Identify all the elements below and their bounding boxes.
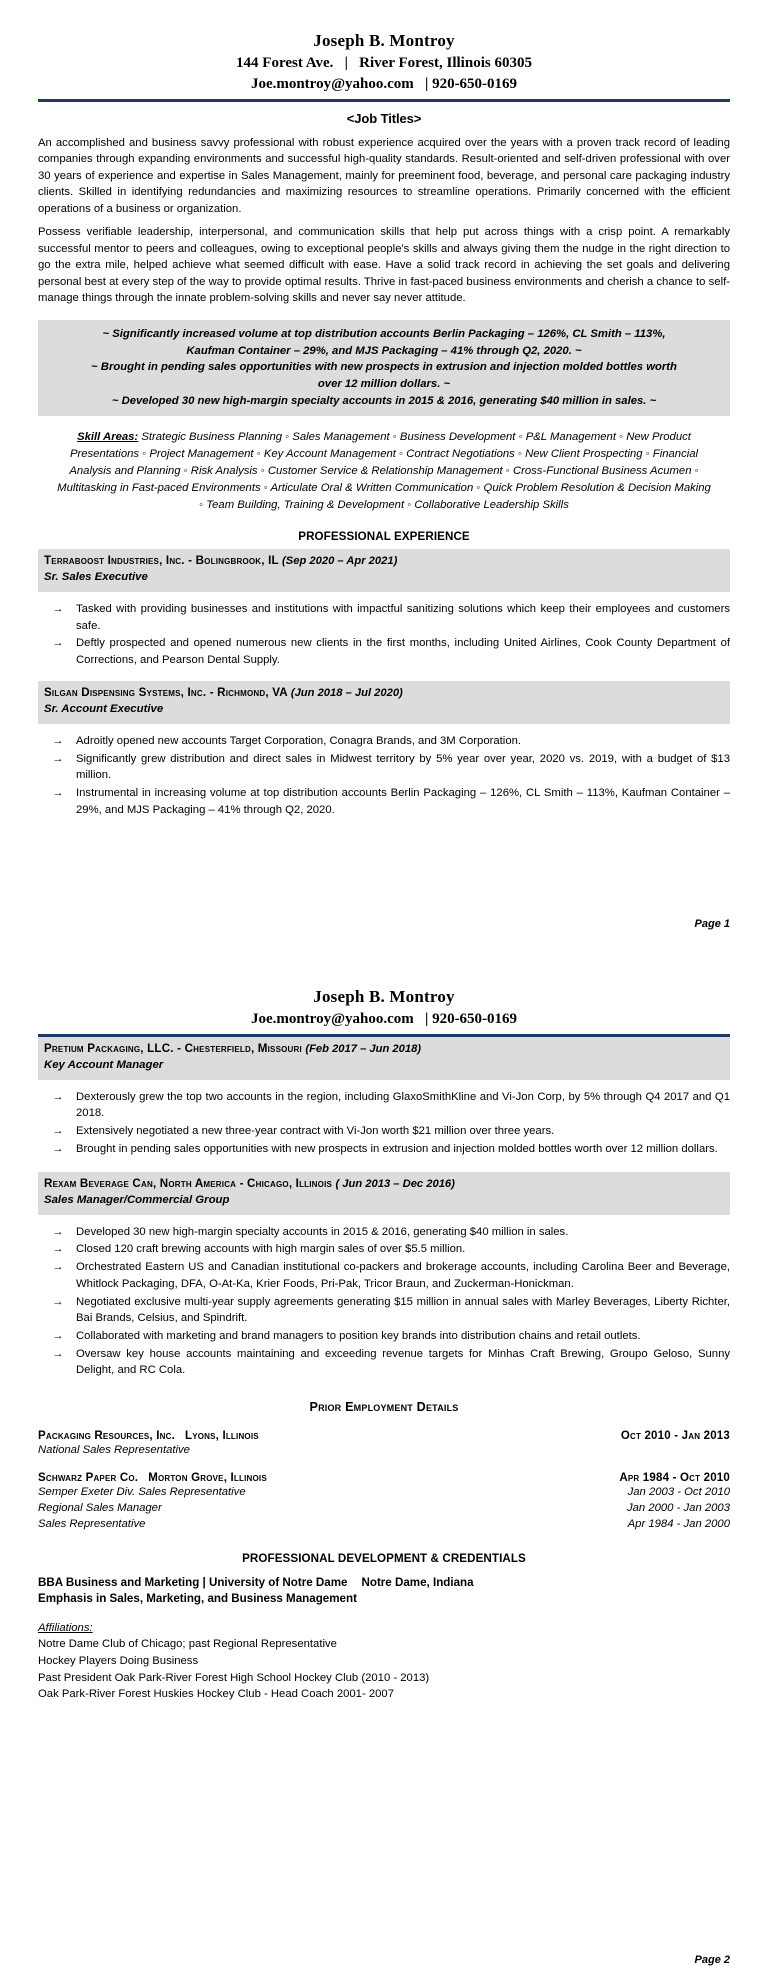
education-degree: BBA Business and Marketing | University of Notre Dame <box>38 1575 348 1589</box>
prior-role-title: Regional Sales Manager <box>38 1501 162 1514</box>
prior-role-dates: Jan 2003 - Oct 2010 <box>627 1485 730 1498</box>
summary-paragraph-2: Possess verifiable leadership, interpersonal, and communication skills that help put across things with a crisp point. A remarkably successful mentor to peers and colleagues, owing to exceptional people's skills and always giving them the nudge in the right direction to go the extra mile, helped achieve what seemed difficult with ease. Have a solid track record in achieving the set goals and delivering personal best at every step of the way to provide optimal results. Thrive in fast-paced business environments and cherish a chance to self-manage things through the innate problem-solving skills and never say never attitude. <box>38 226 730 305</box>
job-bullets-0 <box>38 601 730 668</box>
job-entry-header-3 <box>38 1172 730 1215</box>
education-block <box>38 1575 730 1609</box>
candidate-contact: Joe.montroy@yahoo.com | 920-650-0169 <box>250 75 518 92</box>
bullet-text: Significantly grew distribution and direct sales in Midwest territory by 5% year over year, 2020 vs. 2019, with a budget of $13 million. <box>76 753 730 782</box>
prior-employment-header-0 <box>38 1430 730 1442</box>
list-item: Hockey Players Doing Business <box>38 1654 199 1667</box>
prior-company-dates-0: Oct 2010 - Jan 2013 <box>620 1430 730 1443</box>
prior-company-name-0: Packaging Resources, Inc. <box>38 1430 175 1443</box>
job-company-0 <box>44 553 724 569</box>
bullet-text: Tasked with providing businesses and institutions with impactful sanitizing solutions which keep their employees and customers safe. <box>76 603 730 632</box>
job-entry-header-0 <box>38 549 730 592</box>
bullet-text: Collaborated with marketing and brand managers to position key brands into distribution chains and retail outlets. <box>76 1329 641 1342</box>
arrow-icon: → <box>52 1225 64 1238</box>
page-footer-2: Page 2 <box>694 1954 730 1966</box>
job-entry-header-1 <box>38 681 730 724</box>
arrow-icon: → <box>52 1143 64 1156</box>
candidate-name: Joseph B. Montroy <box>313 31 455 50</box>
prior-employment-entry-1 <box>38 1472 730 1532</box>
prior-role-title: National Sales Representative <box>38 1444 190 1457</box>
prior-employment-entry-0 <box>38 1430 730 1458</box>
job-bullets-1 <box>38 733 730 818</box>
list-item <box>52 1224 730 1240</box>
job-company-2 <box>44 1041 724 1057</box>
achievement-line-4: over 12 million dollars. ~ <box>317 377 451 390</box>
prior-company-name-1: Schwarz Paper Co. <box>38 1471 139 1484</box>
list-item <box>52 785 730 818</box>
list-item: Past President Oak Park-River Forest High School Hockey Club (2010 - 2013) <box>38 1671 430 1684</box>
prior-company-0 <box>38 1430 259 1442</box>
header-divider-rule <box>38 99 730 102</box>
job-company-name-3: Rexam Beverage Can, North America - Chicago, Illinois <box>44 1176 336 1190</box>
education-emphasis: Emphasis in Sales, Marketing, and Business Management <box>38 1592 357 1606</box>
achievement-line-5: ~ Developed 30 new high-margin specialty accounts in 2015 & 2016, generating $40 million in sales. ~ <box>111 394 657 407</box>
list-item <box>52 1294 730 1327</box>
job-dates-1: (Jun 2018 – Jul 2020) <box>290 687 403 700</box>
arrow-icon: → <box>52 1329 64 1342</box>
achievement-line-3: ~ Brought in pending sales opportunities with new prospects in extrusion and injection molded bottles worth <box>91 361 677 374</box>
bullet-text: Orchestrated Eastern US and Canadian institutional co-packers and brokerage accounts, including Carolina Beer and Beverage, Whitlock Packaging, DFA, O-At-Ka, Krier Foods, Pri-Pak, Tricor Braun, and Zuckerman-Honickman. <box>76 1261 730 1290</box>
list-item <box>52 1346 730 1379</box>
bullet-text: Negotiated exclusive multi-year supply agreements generating $15 million in annual sales with Marley Beverages, Liberty Richter, Bai Brands, Celsius, and Spindrift. <box>76 1295 730 1324</box>
job-company-name-2: Pretium Packaging, LLC. - Chesterfield, Missouri <box>44 1041 306 1055</box>
job-bullets-3 <box>38 1224 730 1379</box>
arrow-icon: → <box>52 1125 64 1138</box>
education-degree-line <box>38 1575 730 1592</box>
job-role-0: Sr. Sales Executive <box>44 571 148 584</box>
job-bullets-2 <box>38 1089 730 1158</box>
skill-areas-block <box>38 429 730 514</box>
arrow-icon: → <box>52 1295 64 1308</box>
job-titles-placeholder: <Job Titles> <box>346 110 422 126</box>
prior-role-row <box>38 1500 730 1516</box>
candidate-name-page2: Joseph B. Montroy <box>313 987 455 1006</box>
candidate-contact-page2: Joe.montroy@yahoo.com | 920-650-0169 <box>250 1010 518 1027</box>
job-dates-3: ( Jun 2013 – Dec 2016) <box>335 1177 455 1190</box>
list-item <box>52 1328 730 1344</box>
bullet-text: Instrumental in increasing volume at top distribution accounts Berlin Packaging – 126%, CL Smith – 113%, Kaufman Container – 29%, and MJS Packaging – 41% through Q2, 2020. <box>76 787 730 816</box>
arrow-icon: → <box>52 735 64 748</box>
bullet-text: Closed 120 craft brewing accounts with high margin sales of over $5.5 million. <box>76 1243 466 1256</box>
arrow-icon: → <box>52 1243 64 1256</box>
list-item <box>52 635 730 668</box>
prior-role-row <box>38 1516 730 1532</box>
resume-page-2 <box>0 958 768 1988</box>
arrow-icon: → <box>52 637 64 650</box>
prior-role-row <box>38 1442 730 1458</box>
skill-areas-list: Strategic Business Planning ◦ Sales Management ◦ Business Development ◦ P&L Management ◦ New Product Presentations ◦ Project Management ◦ Key Account Management ◦ Contract Negotiations ◦ New Client Prospecting ◦ Financial Analysis and Planning ◦ Risk Analysis ◦ Customer Service & Relationship Management ◦ Cross-Functional Business Acumen ◦ Multitasking in Fast-paced Environments ◦ Articulate Oral & Written Communication ◦ Quick Problem Resolution & Decision Making ◦ Team Building, Training & Development ◦ Collaborative Leadership Skills <box>57 431 711 512</box>
section-title-professional-development: PROFESSIONAL DEVELOPMENT & CREDENTIALS <box>242 1551 526 1565</box>
document-header-page2 <box>38 986 730 1030</box>
list-item: Oak Park-River Forest Huskies Hockey Club - Head Coach 2001- 2007 <box>38 1688 395 1701</box>
list-item: Notre Dame Club of Chicago; past Regional Representative <box>38 1638 337 1651</box>
section-title-prior-employment: Prior Employment Details <box>309 1400 459 1415</box>
job-company-name-0: Terraboost Industries, Inc. - Bolingbrook, IL <box>44 554 283 568</box>
bullet-text: Dexterously grew the top two accounts in the region, including GlaxoSmithKline and Vi-Jon Corp, by 5% through Q4 2017 and Q1 2018. <box>76 1091 730 1120</box>
list-item <box>52 601 730 634</box>
document-header <box>38 30 730 95</box>
arrow-icon: → <box>52 1347 64 1360</box>
key-achievements-block <box>38 320 730 417</box>
prior-role-dates: Apr 1984 - Jan 2000 <box>627 1517 730 1530</box>
arrow-icon: → <box>52 753 64 766</box>
arrow-icon: → <box>52 603 64 616</box>
prior-role-dates: Jan 2000 - Jan 2003 <box>626 1501 730 1514</box>
list-item <box>52 1123 730 1139</box>
bullet-text: Oversaw key house accounts maintaining and exceeding revenue targets for Minhas Craft Brewing, Groupo Geloso, Sunny Delight, and RC Cola. <box>76 1347 730 1377</box>
prior-role-title: Semper Exeter Div. Sales Representative <box>38 1485 246 1498</box>
prior-company-location-0: Lyons, Illinois <box>184 1430 259 1443</box>
list-item <box>52 1241 730 1257</box>
list-item <box>52 733 730 749</box>
candidate-address: 144 Forest Ave. | River Forest, Illinois 60305 <box>236 54 532 71</box>
achievement-line-2: Kaufman Container – 29%, and MJS Packaging – 41% through Q2, 2020. ~ <box>186 344 582 357</box>
job-role-1: Sr. Account Executive <box>44 703 164 716</box>
affiliations-list <box>38 1636 730 1703</box>
job-company-1 <box>44 685 724 701</box>
bullet-text: Deftly prospected and opened numerous new clients in the first months, including United Airlines, Cook County Department of Corrections, and Pearson Dental Supply. <box>76 637 730 666</box>
list-item <box>52 1259 730 1292</box>
arrow-icon: → <box>52 1261 64 1274</box>
prior-company-dates-1: Apr 1984 - Oct 2010 <box>619 1471 730 1484</box>
achievement-line-1: ~ Significantly increased volume at top distribution accounts Berlin Packaging – 126%, CL Smith – 113%, <box>102 327 666 340</box>
arrow-icon: → <box>52 1091 64 1104</box>
prior-company-1 <box>38 1472 267 1484</box>
prior-employment-header-1 <box>38 1472 730 1484</box>
job-role-3: Sales Manager/Commercial Group <box>44 1193 230 1206</box>
professional-summary <box>38 135 730 307</box>
resume-page-1 <box>0 0 768 958</box>
bullet-text: Adroitly opened new accounts Target Corporation, Conagra Brands, and 3M Corporation. <box>76 735 522 748</box>
job-company-3 <box>44 1176 724 1192</box>
affiliations-label: Affiliations: <box>38 1622 93 1635</box>
prior-role-row <box>38 1484 730 1500</box>
list-item <box>52 1141 730 1157</box>
list-item <box>52 751 730 784</box>
job-entry-header-2 <box>38 1037 730 1080</box>
skill-areas-label: Skill Areas: <box>77 431 139 444</box>
page-footer-1: Page 1 <box>694 918 730 930</box>
list-item <box>52 1089 730 1122</box>
job-company-name-1: Silgan Dispensing Systems, Inc. - Richmond, VA <box>44 686 291 700</box>
job-dates-0: (Sep 2020 – Apr 2021) <box>282 555 398 568</box>
arrow-icon: → <box>52 787 64 800</box>
bullet-text: Extensively negotiated a new three-year contract with Vi-Jon worth $21 million over three years. <box>76 1125 555 1138</box>
bullet-text: Developed 30 new high-margin specialty accounts in 2015 & 2016, generating $40 million in sales. <box>76 1225 569 1238</box>
education-location: Notre Dame, Indiana <box>361 1575 474 1589</box>
job-dates-2: (Feb 2017 – Jun 2018) <box>305 1042 422 1055</box>
section-title-professional-experience: PROFESSIONAL EXPERIENCE <box>298 530 470 544</box>
summary-paragraph-1: An accomplished and business savvy professional with robust experience acquired over the years with a proven track record of leading companies through expanding environments and successful high-quality standards. Result-oriented and self-driven professional with over 30 years of experience and expertise in Sales Management, mainly for preeminent food, beverage, and personal care packaging industry clients. Skilled in identifying redundancies and maximizing resources to streamline operations. Primarily concerned with the efficient operations of a business or organization. <box>38 136 730 215</box>
job-role-2: Key Account Manager <box>44 1059 164 1072</box>
prior-company-location-1: Morton Grove, Illinois <box>148 1471 267 1484</box>
bullet-text: Brought in pending sales opportunities with new prospects in extrusion and injection molded bottles worth over 12 million dollars. <box>76 1143 718 1156</box>
prior-role-title: Sales Representative <box>38 1517 146 1530</box>
